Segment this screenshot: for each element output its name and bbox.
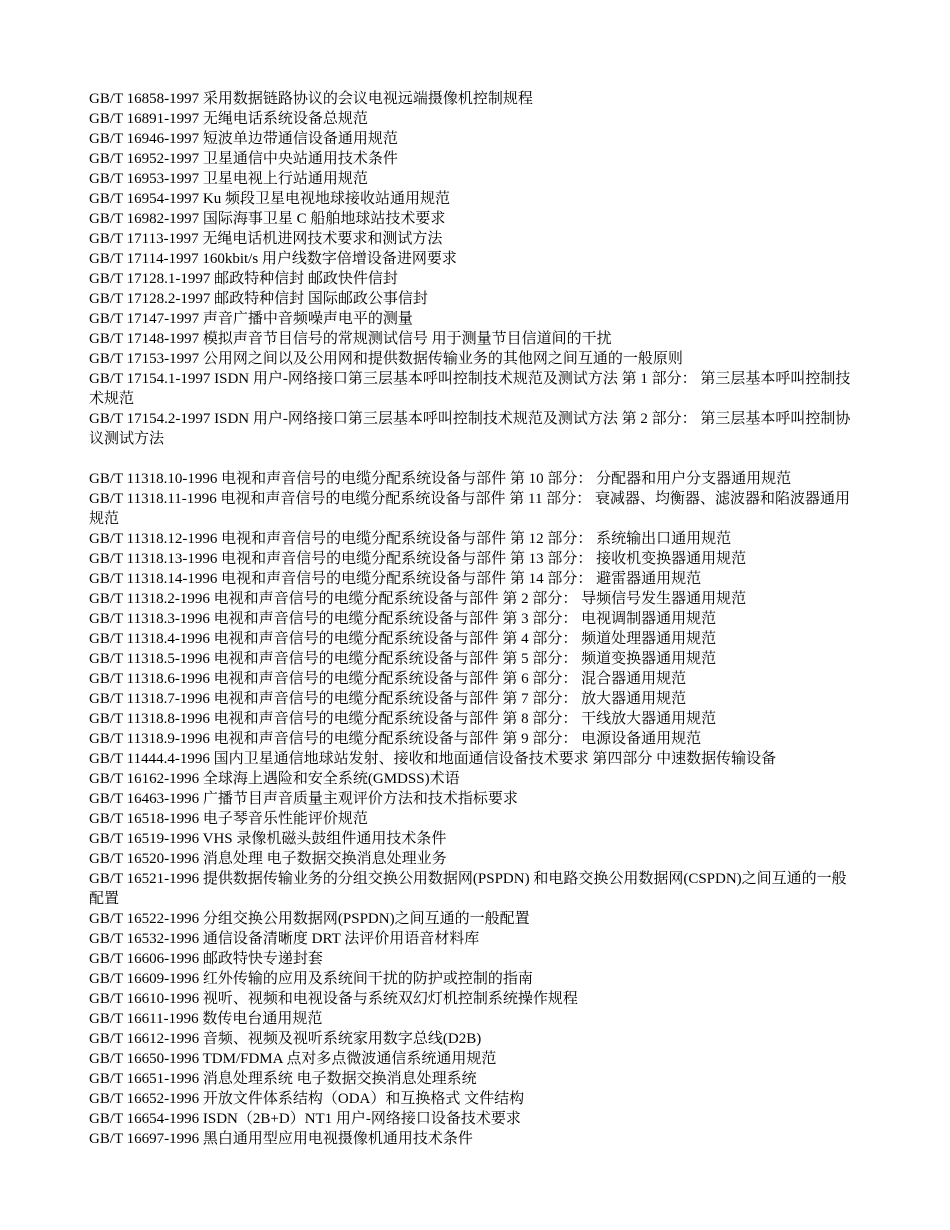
list-item: GB/T 16858-1997 采用数据链路协议的会议电视远端摄像机控制规程 <box>89 91 533 107</box>
list-item: GB/T 11318.13-1996 电视和声音信号的电缆分配系统设备与部件 第 13 部分： 接收机变换器通用规范 <box>89 551 747 567</box>
list-item: GB/T 11318.8-1996 电视和声音信号的电缆分配系统设备与部件 第 8 部分： 干线放大器通用规范 <box>89 711 717 727</box>
standards-list-1996 <box>89 469 861 1149</box>
list-item: GB/T 11318.11-1996 电视和声音信号的电缆分配系统设备与部件 第 11 部分： 衰减器、均衡器、滤波器和陷波器通用规范 <box>89 491 850 527</box>
list-item: GB/T 11318.7-1996 电视和声音信号的电缆分配系统设备与部件 第 7 部分： 放大器通用规范 <box>89 691 687 707</box>
list-item: GB/T 16651-1996 消息处理系统 电子数据交换消息处理系统 <box>89 1071 477 1087</box>
list-item: GB/T 16952-1997 卫星通信中央站通用技术条件 <box>89 151 398 167</box>
list-item: GB/T 16612-1996 音频、视频及视听系统家用数字总线(D2B) <box>89 1031 482 1047</box>
list-item: GB/T 17148-1997 模拟声音节目信号的常规测试信号 用于测量节目信道间的干扰 <box>89 331 612 347</box>
list-item: GB/T 16982-1997 国际海事卫星 C 船舶地球站技术要求 <box>89 211 446 227</box>
list-item: GB/T 11444.4-1996 国内卫星通信地球站发射、接收和地面通信设备技术要求 第四部分 中速数据传输设备 <box>89 751 777 767</box>
list-item: GB/T 16697-1996 黑白通用型应用电视摄像机通用技术条件 <box>89 1131 473 1147</box>
standards-list-1997 <box>89 89 861 449</box>
list-item: GB/T 16521-1996 提供数据传输业务的分组交换公用数据网(PSPDN) 和电路交换公用数据网(CSPDN)之间互通的一般配置 <box>89 871 847 907</box>
list-item: GB/T 17113-1997 无绳电话机进网技术要求和测试方法 <box>89 231 443 247</box>
list-item: GB/T 11318.2-1996 电视和声音信号的电缆分配系统设备与部件 第 2 部分： 导频信号发生器通用规范 <box>89 591 747 607</box>
list-item: GB/T 16520-1996 消息处理 电子数据交换消息处理业务 <box>89 851 447 867</box>
list-item: GB/T 16946-1997 短波单边带通信设备通用规范 <box>89 131 398 147</box>
list-item: GB/T 16953-1997 卫星电视上行站通用规范 <box>89 171 368 187</box>
list-item: GB/T 17154.1-1997 ISDN 用户-网络接口第三层基本呼叫控制技术规范及测试方法 第 1 部分： 第三层基本呼叫控制技术规范 <box>89 371 851 407</box>
list-item: GB/T 16891-1997 无绳电话系统设备总规范 <box>89 111 368 127</box>
list-item: GB/T 16518-1996 电子琴音乐性能评价规范 <box>89 811 368 827</box>
list-item: GB/T 17114-1997 160kbit/s 用户线数字倍增设备进网要求 <box>89 251 457 267</box>
list-item: GB/T 17147-1997 声音广播中音频噪声电平的测量 <box>89 311 413 327</box>
list-item: GB/T 17128.1-1997 邮政特种信封 邮政快件信封 <box>89 271 398 287</box>
list-item: GB/T 16519-1996 VHS 录像机磁头鼓组件通用技术条件 <box>89 831 447 847</box>
list-item: GB/T 11318.12-1996 电视和声音信号的电缆分配系统设备与部件 第 12 部分： 系统输出口通用规范 <box>89 531 732 547</box>
list-item: GB/T 11318.4-1996 电视和声音信号的电缆分配系统设备与部件 第 4 部分： 频道处理器通用规范 <box>89 631 717 647</box>
list-item: GB/T 16610-1996 视听、视频和电视设备与系统双幻灯机控制系统操作规程 <box>89 991 578 1007</box>
list-item: GB/T 11318.5-1996 电视和声音信号的电缆分配系统设备与部件 第 5 部分： 频道变换器通用规范 <box>89 651 717 667</box>
list-item: GB/T 11318.3-1996 电视和声音信号的电缆分配系统设备与部件 第 3 部分： 电视调制器通用规范 <box>89 611 717 627</box>
list-item: GB/T 16611-1996 数传电台通用规范 <box>89 1011 323 1027</box>
section-gap <box>89 449 861 469</box>
list-item: GB/T 16609-1996 红外传输的应用及系统间干扰的防护或控制的指南 <box>89 971 533 987</box>
list-item: GB/T 11318.6-1996 电视和声音信号的电缆分配系统设备与部件 第 6 部分： 混合器通用规范 <box>89 671 687 687</box>
list-item: GB/T 16532-1996 通信设备清晰度 DRT 法评价用语音材料库 <box>89 931 480 947</box>
list-item: GB/T 11318.14-1996 电视和声音信号的电缆分配系统设备与部件 第 14 部分： 避雷器通用规范 <box>89 571 702 587</box>
list-item: GB/T 16652-1996 开放文件体系结构（ODA）和互换格式 文件结构 <box>89 1091 525 1107</box>
list-item: GB/T 11318.10-1996 电视和声音信号的电缆分配系统设备与部件 第 10 部分： 分配器和用户分支器通用规范 <box>89 471 792 487</box>
list-item: GB/T 16954-1997 Ku 频段卫星电视地球接收站通用规范 <box>89 191 450 207</box>
list-item: GB/T 16606-1996 邮政特快专递封套 <box>89 951 323 967</box>
document-page <box>89 89 861 1149</box>
list-item: GB/T 16522-1996 分组交换公用数据网(PSPDN)之间互通的一般配置 <box>89 911 530 927</box>
list-item: GB/T 17153-1997 公用网之间以及公用网和提供数据传输业务的其他网之间互通的一般原则 <box>89 351 683 367</box>
list-item: GB/T 17128.2-1997 邮政特种信封 国际邮政公事信封 <box>89 291 428 307</box>
list-item: GB/T 11318.9-1996 电视和声音信号的电缆分配系统设备与部件 第 9 部分： 电源设备通用规范 <box>89 731 702 747</box>
list-item: GB/T 16162-1996 全球海上遇险和安全系统(GMDSS)术语 <box>89 771 460 787</box>
list-item: GB/T 17154.2-1997 ISDN 用户-网络接口第三层基本呼叫控制技术规范及测试方法 第 2 部分： 第三层基本呼叫控制协议测试方法 <box>89 411 851 447</box>
list-item: GB/T 16463-1996 广播节目声音质量主观评价方法和技术指标要求 <box>89 791 518 807</box>
list-item: GB/T 16650-1996 TDM/FDMA 点对多点微波通信系统通用规范 <box>89 1051 497 1067</box>
list-item: GB/T 16654-1996 ISDN（2B+D）NT1 用户-网络接口设备技术要求 <box>89 1111 521 1127</box>
